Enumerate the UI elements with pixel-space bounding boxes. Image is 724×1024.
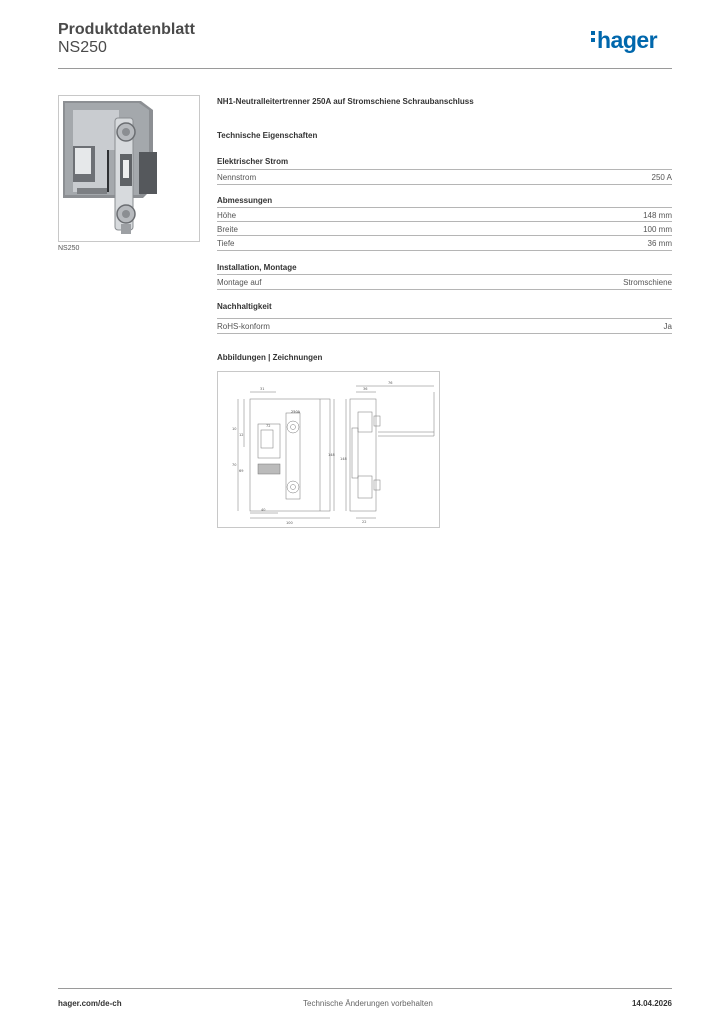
dim-label: 76 xyxy=(388,381,393,385)
spec-label: RoHS-konform xyxy=(217,321,270,331)
technical-drawing xyxy=(217,371,440,528)
spec-label: Höhe xyxy=(217,210,237,220)
product-photo-icon xyxy=(59,96,199,241)
logo-text: hager xyxy=(597,27,658,53)
spec-value: 148 mm xyxy=(643,210,672,220)
footer-date: 14.04.2026 xyxy=(631,999,672,1008)
logo-dots-icon xyxy=(591,31,595,45)
dim-label: 69 xyxy=(239,469,244,473)
drawing-module-label: 250A xyxy=(291,410,301,414)
footer-divider xyxy=(58,988,672,989)
dim-label: 12 xyxy=(239,433,244,437)
spec-row xyxy=(217,169,672,185)
group-title-sustainability: Nachhaltigkeit xyxy=(217,302,272,311)
dim-label: 10 xyxy=(232,427,237,431)
spec-value: 100 mm xyxy=(643,224,672,234)
spec-value: 36 mm xyxy=(647,238,672,248)
product-image xyxy=(58,95,200,242)
spec-row xyxy=(217,274,672,290)
spec-label: Tiefe xyxy=(217,238,235,248)
spec-label: Nennstrom xyxy=(217,172,257,182)
dim-label: 148 xyxy=(340,457,347,461)
spec-value: Stromschiene xyxy=(623,277,672,287)
hager-logo xyxy=(591,27,657,54)
group-title-dimensions: Abmessungen xyxy=(217,196,273,205)
dim-label: 31 xyxy=(260,387,265,391)
spec-value: Ja xyxy=(663,321,672,331)
spec-row xyxy=(217,235,672,251)
dim-label: 40 xyxy=(261,508,266,512)
spec-row xyxy=(217,207,672,222)
spec-label: Montage auf xyxy=(217,277,262,287)
spec-value: 250 A xyxy=(651,172,672,182)
product-image-caption: NS250 xyxy=(58,245,80,252)
product-name: NH1-Neutralleitertrenner 250A auf Stromschiene Schraubanschluss xyxy=(217,97,474,106)
footer-disclaimer: Technische Änderungen vorbehalten xyxy=(303,999,433,1008)
footer-website-link[interactable]: hager.com/de-ch xyxy=(58,999,122,1008)
spec-label: Breite xyxy=(217,224,238,234)
group-title-installation: Installation, Montage xyxy=(217,263,297,272)
product-code: NS250 xyxy=(58,39,107,56)
dim-label: 72 xyxy=(266,424,271,428)
dimension-drawing-icon xyxy=(218,372,439,527)
dim-label: 36 xyxy=(363,387,368,391)
section-title: Technische Eigenschaften xyxy=(217,131,318,140)
drawings-title: Abbildungen | Zeichnungen xyxy=(217,353,323,362)
document-title: Produktdatenblatt xyxy=(58,21,195,38)
group-title-electrical: Elektrischer Strom xyxy=(217,157,289,166)
dim-label: 70 xyxy=(232,463,237,467)
spec-row xyxy=(217,221,672,236)
dim-label: 22 xyxy=(362,520,367,524)
header-divider xyxy=(58,68,672,69)
dim-label: 100 xyxy=(286,521,293,525)
spec-row xyxy=(217,318,672,334)
dim-label: 148 xyxy=(328,453,335,457)
